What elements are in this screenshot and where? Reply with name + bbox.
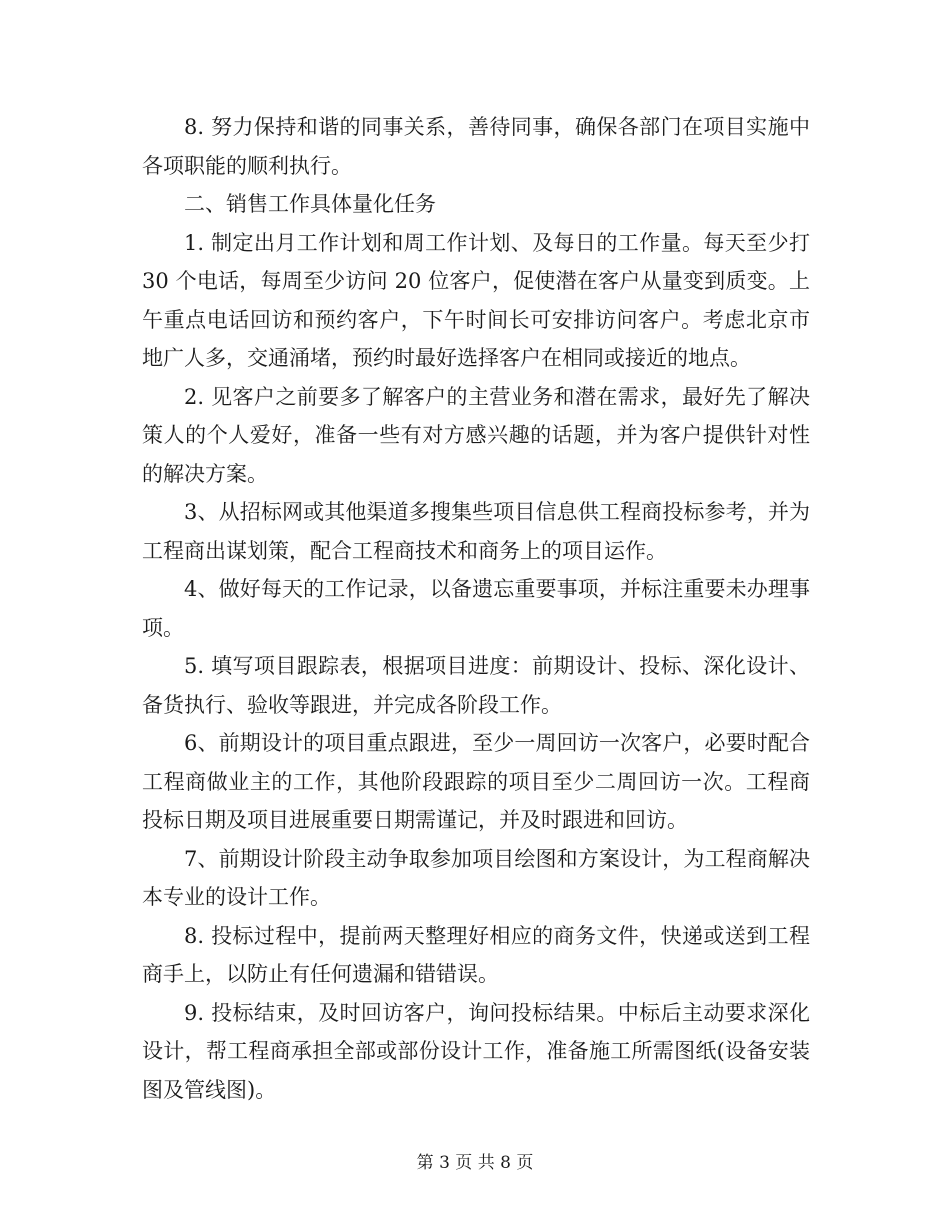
paragraph-item-1-work-plan: 1. 制定出月工作计划和周工作计划、及每日的工作量。每天至少打 30 个电话，每周至少访问 20 位客户，促使潜在客户从量变到质变。上午重点电话回访和预约客户，下午时间长可安排访问客户。考虑北京市地广人多，交通涌堵，预约时最好选择客户在相同或接近的地点。 [142, 230, 810, 370]
paragraph-item-9-bid-result: 9. 投标结束，及时回访客户，询问投标结果。中标后主动要求深化设计，帮工程商承担全部或部份设计工作，准备施工所需图纸(设备安装图及管线图)。 [142, 1000, 810, 1102]
paragraph-item-8-colleagues: 8. 努力保持和谐的同事关系，善待同事，确保各部门在项目实施中各项职能的顺利执行。 [142, 115, 810, 178]
paragraph-item-2-client-research: 2. 见客户之前要多了解客户的主营业务和潜在需求，最好先了解决策人的个人爱好，准备一些有对方感兴趣的话题，并为客户提供针对性的解决方案。 [142, 384, 810, 486]
section-heading-sales-tasks: 二、销售工作具体量化任务 [184, 192, 436, 216]
paragraph-item-5-tracking-sheet: 5. 填写项目跟踪表，根据项目进度：前期设计、投标、深化设计、备货执行、验收等跟进，并完成各阶段工作。 [142, 654, 810, 717]
paragraph-item-8-bidding-process: 8. 投标过程中，提前两天整理好相应的商务文件，快递或送到工程商手上，以防止有任何遗漏和错错误。 [142, 923, 810, 986]
paragraph-item-6-follow-up: 6、前期设计的项目重点跟进，至少一周回访一次客户，必要时配合工程商做业主的工作，其他阶段跟踪的项目至少二周回访一次。工程商投标日期及项目进展重要日期需谨记，并及时跟进和回访。 [142, 731, 810, 832]
page-number-footer: 第 3 页 共 8 页 [416, 1153, 534, 1173]
paragraph-item-3-bidding-info: 3、从招标网或其他渠道多搜集些项目信息供工程商投标参考，并为工程商出谋划策，配合工程商技术和商务上的项目运作。 [142, 500, 810, 563]
paragraph-item-7-design-phase: 7、前期设计阶段主动争取参加项目绘图和方案设计，为工程商解决本专业的设计工作。 [142, 846, 810, 909]
document-body [142, 108, 810, 1109]
paragraph-item-4-work-record: 4、做好每天的工作记录，以备遗忘重要事项，并标注重要未办理事项。 [142, 577, 810, 640]
